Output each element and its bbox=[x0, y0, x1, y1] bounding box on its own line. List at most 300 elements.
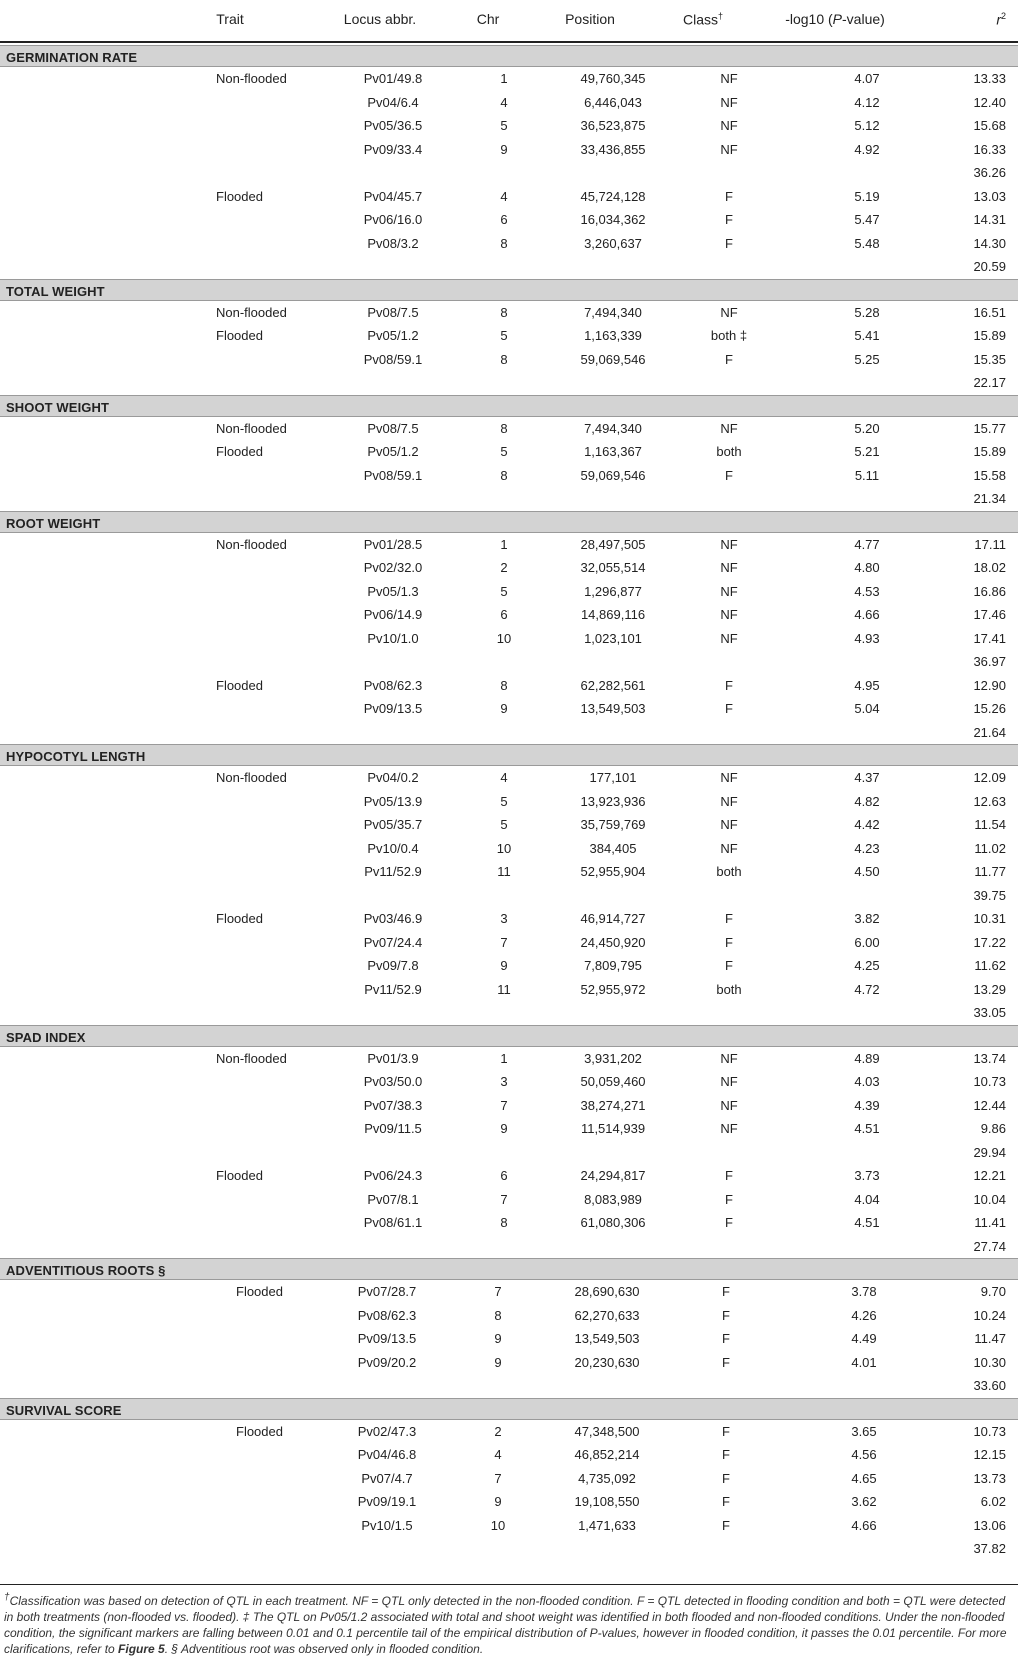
class-cell: F bbox=[725, 701, 733, 716]
table-row bbox=[0, 114, 1018, 138]
log10-pvalue-cell: 5.48 bbox=[854, 235, 880, 251]
log10-pvalue-cell: 5.41 bbox=[854, 328, 880, 343]
locus-cell: Pv07/28.7 bbox=[357, 1284, 417, 1299]
total-r2-row bbox=[0, 255, 1018, 279]
log10-pvalue-cell: 4.66 bbox=[854, 607, 880, 622]
table-row bbox=[0, 440, 1018, 464]
log10-pvalue-cell: 4.37 bbox=[854, 770, 880, 785]
class-cell: NF bbox=[720, 583, 738, 599]
table-row bbox=[0, 67, 1018, 91]
position-cell: 3,931,202 bbox=[584, 1050, 642, 1066]
locus-cell: Pv05/13.9 bbox=[363, 793, 423, 809]
locus-cell: Pv07/38.3 bbox=[363, 1097, 423, 1113]
table-row bbox=[0, 91, 1018, 115]
trait-section-header bbox=[0, 511, 1018, 533]
condition-cell: Non-flooded bbox=[216, 304, 287, 320]
condition-cell: Non-flooded bbox=[216, 71, 287, 86]
table-row bbox=[0, 1327, 1018, 1351]
locus-cell: Pv08/61.1 bbox=[363, 1215, 423, 1230]
locus-cell: Pv09/20.2 bbox=[357, 1354, 417, 1370]
position-cell: 7,494,340 bbox=[584, 420, 642, 436]
position-cell: 52,955,904 bbox=[580, 864, 646, 879]
table-row bbox=[0, 185, 1018, 209]
r2-cell: 16.33 bbox=[973, 141, 1006, 157]
position-cell: 1,023,101 bbox=[584, 630, 642, 646]
log10-pvalue-cell: 4.39 bbox=[854, 1097, 880, 1113]
r2-cell: 6.02 bbox=[980, 1494, 1006, 1509]
trait-title: HYPOCOTYL LENGTH bbox=[6, 749, 146, 764]
r2-cell: 14.30 bbox=[973, 235, 1006, 251]
class-cell: NF bbox=[720, 118, 738, 133]
r2-cell: 15.35 bbox=[973, 351, 1006, 367]
class-cell: NF bbox=[720, 1074, 738, 1089]
class-cell: F bbox=[722, 1284, 730, 1299]
chr-cell: 10 bbox=[496, 840, 512, 856]
log10-pvalue-cell: 4.77 bbox=[854, 536, 880, 552]
class-cell: NF bbox=[720, 793, 738, 809]
total-r2-row bbox=[0, 721, 1018, 745]
r2-cell: 16.86 bbox=[973, 583, 1006, 599]
class-cell: NF bbox=[720, 817, 738, 832]
r2-cell: 13.06 bbox=[973, 1517, 1006, 1533]
table-row bbox=[0, 954, 1018, 978]
position-cell: 177,101 bbox=[589, 770, 637, 785]
table-row bbox=[0, 138, 1018, 162]
chr-cell: 7 bbox=[494, 1470, 502, 1486]
locus-cell: Pv05/35.7 bbox=[363, 817, 423, 832]
position-cell: 28,497,505 bbox=[580, 536, 646, 552]
chr-cell: 1 bbox=[500, 536, 508, 552]
table-row bbox=[0, 580, 1018, 604]
locus-cell: Pv11/52.9 bbox=[364, 981, 422, 997]
log10-pvalue-cell: 3.82 bbox=[854, 911, 880, 926]
r2-cell: 14.31 bbox=[973, 212, 1006, 227]
locus-cell: Pv10/1.0 bbox=[367, 630, 419, 646]
table-row bbox=[0, 627, 1018, 651]
locus-cell: Pv01/28.5 bbox=[363, 536, 423, 552]
table-row bbox=[0, 907, 1018, 931]
r2-cell: 11.54 bbox=[974, 817, 1006, 832]
table-row bbox=[0, 1490, 1018, 1514]
locus-cell: Pv11/52.9 bbox=[364, 864, 422, 879]
class-cell: both bbox=[716, 981, 742, 997]
table-row bbox=[0, 1280, 1018, 1304]
total-r2-row bbox=[0, 650, 1018, 674]
log10-pvalue-cell: 4.03 bbox=[854, 1074, 880, 1089]
total-r2-cell: 33.60 bbox=[973, 1378, 1006, 1393]
log10-pvalue-cell: 4.25 bbox=[854, 958, 880, 973]
r2-cell: 10.73 bbox=[973, 1423, 1006, 1439]
r2-cell: 10.31 bbox=[973, 911, 1006, 926]
locus-cell: Pv10/1.5 bbox=[361, 1517, 413, 1533]
table-body bbox=[0, 45, 1018, 1561]
log10-pvalue-cell: 5.28 bbox=[854, 304, 880, 320]
chr-cell: 8 bbox=[500, 1215, 508, 1230]
locus-cell: Pv06/14.9 bbox=[363, 607, 423, 622]
chr-cell: 8 bbox=[500, 420, 508, 436]
table-row bbox=[0, 464, 1018, 488]
chr-cell: 9 bbox=[500, 958, 508, 973]
trait-section-header bbox=[0, 1258, 1018, 1280]
condition-cell: Flooded bbox=[216, 677, 263, 693]
chr-cell: 5 bbox=[500, 118, 508, 133]
position-cell: 24,450,920 bbox=[580, 934, 646, 950]
class-cell: NF bbox=[720, 420, 738, 436]
position-cell: 1,471,633 bbox=[578, 1517, 636, 1533]
log10-pvalue-cell: 4.82 bbox=[854, 793, 880, 809]
condition-cell: Non-flooded bbox=[216, 536, 287, 552]
log10-pvalue-cell: 4.07 bbox=[854, 71, 880, 86]
table-row bbox=[0, 790, 1018, 814]
position-cell: 59,069,546 bbox=[580, 351, 646, 367]
total-r2-cell: 36.26 bbox=[973, 165, 1006, 180]
class-cell: F bbox=[725, 958, 733, 973]
table-row bbox=[0, 208, 1018, 232]
log10-pvalue-cell: 3.62 bbox=[851, 1494, 877, 1509]
locus-cell: Pv08/7.5 bbox=[367, 420, 419, 436]
locus-cell: Pv08/3.2 bbox=[367, 235, 419, 251]
position-cell: 28,690,630 bbox=[574, 1284, 640, 1299]
position-cell: 1,163,339 bbox=[584, 328, 642, 343]
table-row bbox=[0, 603, 1018, 627]
trait-title: TOTAL WEIGHT bbox=[6, 283, 105, 299]
r2-cell: 9.86 bbox=[980, 1121, 1006, 1136]
position-cell: 24,294,817 bbox=[580, 1168, 646, 1183]
trait-title: ADVENTITIOUS ROOTS § bbox=[6, 1263, 166, 1278]
r2-cell: 18.02 bbox=[973, 560, 1006, 575]
total-r2-row bbox=[0, 1001, 1018, 1025]
chr-cell: 8 bbox=[494, 1307, 502, 1323]
position-cell: 50,059,460 bbox=[580, 1074, 646, 1089]
total-r2-row bbox=[0, 884, 1018, 908]
r2-cell: 15.89 bbox=[973, 328, 1006, 343]
log10-pvalue-cell: 5.25 bbox=[854, 351, 880, 367]
chr-cell: 9 bbox=[494, 1331, 502, 1346]
position-cell: 13,923,936 bbox=[580, 793, 646, 809]
table-row bbox=[0, 978, 1018, 1002]
trait-section-header bbox=[0, 1398, 1018, 1420]
class-cell: NF bbox=[720, 141, 738, 157]
total-r2-cell: 27.74 bbox=[973, 1238, 1006, 1254]
log10-pvalue-cell: 3.78 bbox=[851, 1284, 877, 1299]
total-r2-cell: 37.82 bbox=[973, 1541, 1006, 1556]
locus-cell: Pv01/49.8 bbox=[363, 71, 423, 86]
locus-cell: Pv09/13.5 bbox=[357, 1331, 417, 1346]
log10-pvalue-cell: 4.56 bbox=[851, 1447, 877, 1462]
log10-pvalue-cell: 4.49 bbox=[851, 1331, 877, 1346]
r2-cell: 12.09 bbox=[973, 770, 1006, 785]
class-cell: NF bbox=[720, 1050, 738, 1066]
log10-pvalue-cell: 6.00 bbox=[854, 934, 880, 950]
table-row bbox=[0, 324, 1018, 348]
chr-cell: 4 bbox=[500, 94, 508, 110]
table-row bbox=[0, 813, 1018, 837]
table-row bbox=[0, 1351, 1018, 1375]
chr-cell: 8 bbox=[500, 351, 508, 367]
position-cell: 13,549,503 bbox=[574, 1331, 640, 1346]
class-cell: both bbox=[716, 444, 742, 459]
log10-pvalue-cell: 4.95 bbox=[854, 677, 880, 693]
log10-pvalue-cell: 4.51 bbox=[854, 1215, 880, 1230]
locus-cell: Pv05/1.2 bbox=[367, 444, 419, 459]
trait-section-header bbox=[0, 45, 1018, 67]
class-cell: F bbox=[725, 188, 733, 204]
table-row bbox=[0, 533, 1018, 557]
table-row bbox=[0, 348, 1018, 372]
log10-pvalue-cell: 5.21 bbox=[854, 444, 880, 459]
r2-cell: 11.77 bbox=[974, 864, 1006, 879]
table-row bbox=[0, 1117, 1018, 1141]
position-cell: 59,069,546 bbox=[580, 467, 646, 483]
locus-cell: Pv05/1.2 bbox=[367, 328, 419, 343]
condition-cell: Flooded bbox=[236, 1423, 283, 1439]
chr-cell: 3 bbox=[500, 911, 508, 926]
log10-pvalue-cell: 5.11 bbox=[854, 467, 880, 483]
condition-cell: Non-flooded bbox=[216, 770, 287, 785]
table-footnote: †Classification was based on detection of QTL in each treatment. NF = QTL only detected in the non-flooded condition. F = QTL detected in flooding condition and both = QTL were detected in both treatments (non-flooded vs. flooded). ‡ The QTL on Pv05/1.2 associated with total and shoot weight was identified in both flooded and non-flooded conditions. Under the non-flooded condition, the significant markers are falling between 0.01 and 0.1 percentile tail of the empirical distribution of P-values, however in flooded condition, it passes the 0.01 percentile. For more clarifications, refer to Figure 5. § Adventitious root was observed only in flooded condition. bbox=[4, 1592, 1007, 1656]
condition-cell: Flooded bbox=[216, 328, 263, 343]
chr-cell: 5 bbox=[500, 444, 508, 459]
table-row bbox=[0, 1211, 1018, 1235]
position-cell: 47,348,500 bbox=[574, 1423, 640, 1439]
log10-pvalue-cell: 4.01 bbox=[851, 1354, 877, 1370]
position-cell: 1,296,877 bbox=[584, 583, 642, 599]
chr-cell: 11 bbox=[497, 981, 511, 997]
r2-cell: 11.02 bbox=[974, 840, 1006, 856]
position-cell: 13,549,503 bbox=[580, 701, 646, 716]
locus-cell: Pv08/62.3 bbox=[357, 1307, 417, 1323]
trait-title: SURVIVAL SCORE bbox=[6, 1402, 122, 1418]
r2-cell: 12.44 bbox=[973, 1097, 1006, 1113]
position-cell: 52,955,972 bbox=[580, 981, 646, 997]
table-row bbox=[0, 1070, 1018, 1094]
r2-cell: 12.40 bbox=[973, 94, 1006, 110]
class-cell: F bbox=[725, 911, 733, 926]
condition-cell: Flooded bbox=[216, 1168, 263, 1183]
class-cell: F bbox=[725, 467, 733, 483]
chr-cell: 5 bbox=[500, 583, 508, 599]
chr-cell: 7 bbox=[500, 1097, 508, 1113]
chr-cell: 8 bbox=[500, 677, 508, 693]
chr-cell: 6 bbox=[500, 1168, 508, 1183]
position-cell: 6,446,043 bbox=[584, 94, 642, 110]
log10-pvalue-cell: 5.47 bbox=[854, 212, 880, 227]
r2-cell: 12.15 bbox=[973, 1447, 1006, 1462]
table-row bbox=[0, 232, 1018, 256]
chr-cell: 9 bbox=[494, 1494, 502, 1509]
table-row bbox=[0, 1514, 1018, 1538]
position-cell: 20,230,630 bbox=[574, 1354, 640, 1370]
r2-cell: 13.74 bbox=[973, 1050, 1006, 1066]
trait-section-header bbox=[0, 1025, 1018, 1047]
class-cell: F bbox=[722, 1447, 730, 1462]
class-cell: NF bbox=[720, 840, 738, 856]
log10-pvalue-cell: 5.20 bbox=[854, 420, 880, 436]
total-r2-row bbox=[0, 1235, 1018, 1259]
condition-cell: Non-flooded bbox=[216, 1050, 287, 1066]
trait-title: GERMINATION RATE bbox=[6, 50, 138, 65]
log10-pvalue-cell: 4.53 bbox=[854, 583, 880, 599]
r2-cell: 12.90 bbox=[973, 677, 1006, 693]
class-cell: F bbox=[722, 1331, 730, 1346]
class-cell: NF bbox=[720, 560, 738, 575]
log10-pvalue-cell: 4.65 bbox=[851, 1470, 877, 1486]
r2-cell: 15.26 bbox=[973, 701, 1006, 716]
class-cell: F bbox=[725, 677, 733, 693]
class-cell: NF bbox=[720, 94, 738, 110]
position-cell: 384,405 bbox=[589, 840, 637, 856]
r2-cell: 12.21 bbox=[973, 1168, 1006, 1183]
r2-cell: 13.29 bbox=[973, 981, 1006, 997]
chr-cell: 4 bbox=[500, 188, 508, 204]
total-r2-row bbox=[0, 1141, 1018, 1165]
log10-pvalue-cell: 5.19 bbox=[854, 188, 880, 204]
log10-pvalue-cell: 4.66 bbox=[851, 1517, 877, 1533]
chr-cell: 2 bbox=[494, 1423, 502, 1439]
class-cell: NF bbox=[720, 304, 738, 320]
locus-cell: Pv04/6.4 bbox=[367, 94, 419, 110]
chr-cell: 4 bbox=[494, 1447, 502, 1462]
total-r2-cell: 21.64 bbox=[973, 724, 1006, 740]
r2-cell: 17.41 bbox=[973, 630, 1006, 646]
locus-cell: Pv07/4.7 bbox=[361, 1470, 413, 1486]
locus-cell: Pv06/16.0 bbox=[363, 212, 423, 227]
chr-cell: 7 bbox=[494, 1284, 502, 1299]
chr-cell: 8 bbox=[500, 467, 508, 483]
table-row bbox=[0, 837, 1018, 861]
position-cell: 38,274,271 bbox=[580, 1097, 646, 1113]
locus-cell: Pv05/36.5 bbox=[363, 118, 423, 133]
total-r2-cell: 20.59 bbox=[973, 259, 1006, 274]
log10-pvalue-cell: 5.04 bbox=[854, 701, 880, 716]
table-row bbox=[0, 931, 1018, 955]
table-row bbox=[0, 1164, 1018, 1188]
locus-cell: Pv01/3.9 bbox=[367, 1050, 419, 1066]
r2-cell: 17.46 bbox=[973, 607, 1006, 622]
log10-pvalue-cell: 4.80 bbox=[854, 560, 880, 575]
locus-cell: Pv09/13.5 bbox=[363, 701, 423, 716]
locus-cell: Pv10/0.4 bbox=[367, 840, 419, 856]
log10-pvalue-cell: 4.23 bbox=[854, 840, 880, 856]
chr-cell: 6 bbox=[500, 607, 508, 622]
table-row bbox=[0, 301, 1018, 325]
class-cell: NF bbox=[720, 71, 738, 86]
r2-cell: 11.62 bbox=[974, 958, 1006, 973]
class-cell: NF bbox=[720, 630, 738, 646]
r2-cell: 15.68 bbox=[973, 118, 1006, 133]
table-row bbox=[0, 1443, 1018, 1467]
chr-cell: 5 bbox=[500, 793, 508, 809]
table-row bbox=[0, 1304, 1018, 1328]
chr-cell: 7 bbox=[500, 934, 508, 950]
position-cell: 4,735,092 bbox=[578, 1470, 636, 1486]
total-r2-cell: 39.75 bbox=[973, 887, 1006, 903]
chr-cell: 6 bbox=[500, 212, 508, 227]
log10-pvalue-cell: 4.92 bbox=[854, 141, 880, 157]
class-cell: NF bbox=[720, 536, 738, 552]
condition-cell: Flooded bbox=[216, 911, 263, 926]
total-r2-cell: 21.34 bbox=[973, 491, 1006, 506]
r2-cell: 13.03 bbox=[973, 188, 1006, 204]
locus-cell: Pv02/32.0 bbox=[363, 560, 423, 575]
header-r2: $r^2$ bbox=[996, 11, 1006, 28]
condition-cell: Non-flooded bbox=[216, 420, 287, 436]
log10-pvalue-cell: 4.04 bbox=[854, 1191, 880, 1207]
log10-pvalue-cell: 4.72 bbox=[854, 981, 880, 997]
chr-cell: 9 bbox=[500, 701, 508, 716]
class-cell: NF bbox=[720, 770, 738, 785]
log10-pvalue-cell: 4.89 bbox=[854, 1050, 880, 1066]
log10-pvalue-cell: 4.12 bbox=[854, 94, 880, 110]
class-cell: both ‡ bbox=[710, 328, 748, 343]
table-row bbox=[0, 1188, 1018, 1212]
total-r2-row bbox=[0, 487, 1018, 511]
locus-cell: Pv02/47.3 bbox=[357, 1423, 417, 1439]
class-cell: F bbox=[722, 1470, 730, 1486]
locus-cell: Pv04/46.8 bbox=[357, 1447, 417, 1462]
class-cell: both bbox=[716, 864, 742, 879]
r2-cell: 13.73 bbox=[973, 1470, 1006, 1486]
locus-cell: Pv08/62.3 bbox=[363, 677, 423, 693]
total-r2-cell: 36.97 bbox=[973, 654, 1006, 669]
table-row bbox=[0, 860, 1018, 884]
chr-cell: 11 bbox=[497, 864, 511, 879]
log10-pvalue-cell: 3.65 bbox=[851, 1423, 877, 1439]
class-cell: F bbox=[722, 1423, 730, 1439]
position-cell: 7,809,795 bbox=[584, 958, 642, 973]
locus-cell: Pv07/8.1 bbox=[367, 1191, 419, 1207]
locus-cell: Pv04/45.7 bbox=[363, 188, 423, 204]
chr-cell: 5 bbox=[500, 817, 508, 832]
trait-title: SPAD INDEX bbox=[6, 1029, 86, 1045]
position-cell: 45,724,128 bbox=[580, 188, 646, 204]
class-cell: F bbox=[725, 351, 733, 367]
class-cell: F bbox=[725, 235, 733, 251]
chr-cell: 3 bbox=[500, 1074, 508, 1089]
chr-cell: 2 bbox=[500, 560, 508, 575]
total-r2-row bbox=[0, 1374, 1018, 1398]
r2-cell: 11.47 bbox=[974, 1331, 1006, 1346]
footnote-rule bbox=[0, 1584, 1018, 1585]
table-row bbox=[0, 1467, 1018, 1491]
table-row bbox=[0, 674, 1018, 698]
table-header: Trait Locus abbr. Chr Position Class† -log10 (P-value) $r^2$ bbox=[0, 0, 1018, 43]
position-cell: 16,034,362 bbox=[580, 212, 646, 227]
locus-cell: Pv04/0.2 bbox=[367, 770, 419, 785]
locus-cell: Pv09/19.1 bbox=[357, 1494, 417, 1509]
locus-cell: Pv08/59.1 bbox=[363, 467, 423, 483]
class-cell: F bbox=[722, 1307, 730, 1323]
class-cell: F bbox=[722, 1494, 730, 1509]
table-row bbox=[0, 1094, 1018, 1118]
class-cell: F bbox=[722, 1354, 730, 1370]
chr-cell: 1 bbox=[500, 1050, 508, 1066]
log10-pvalue-cell: 4.42 bbox=[854, 817, 880, 832]
total-r2-cell: 22.17 bbox=[973, 375, 1006, 390]
r2-cell: 16.51 bbox=[973, 304, 1006, 320]
position-cell: 46,852,214 bbox=[574, 1447, 640, 1462]
position-cell: 3,260,637 bbox=[584, 235, 642, 251]
table-row bbox=[0, 766, 1018, 790]
table-row bbox=[0, 1047, 1018, 1071]
r2-cell: 12.63 bbox=[973, 793, 1006, 809]
r2-cell: 15.89 bbox=[973, 444, 1006, 459]
r2-cell: 17.11 bbox=[974, 536, 1006, 552]
locus-cell: Pv08/59.1 bbox=[363, 351, 423, 367]
class-cell: F bbox=[722, 1517, 730, 1533]
locus-cell: Pv08/7.5 bbox=[367, 304, 419, 320]
position-cell: 61,080,306 bbox=[580, 1215, 646, 1230]
